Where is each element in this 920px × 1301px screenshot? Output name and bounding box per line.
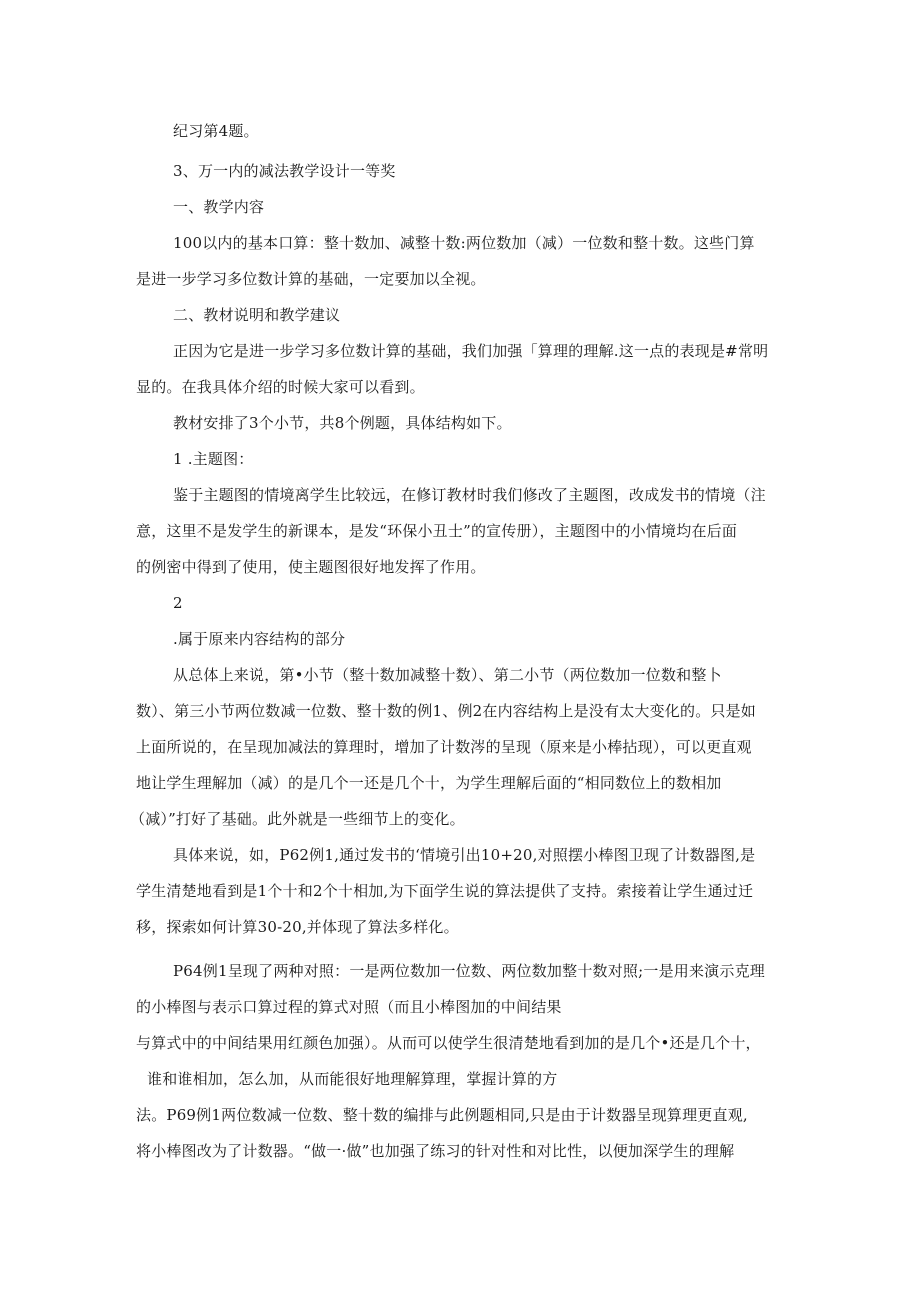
text-line: 2 <box>173 594 183 612</box>
text-line: 移，探索如何计算30-20,并体现了算法多样化。 <box>136 918 459 936</box>
text-line: 一、教学内容 <box>173 198 265 216</box>
text-line: 具体来说，如，P62例1,通过发书的‘情境引出10+20,对照摆小棒图卫现了计数器图,是 <box>173 846 756 864</box>
text-line: 二、教材说明和教学建议 <box>173 306 341 324</box>
text-line: 谁和谁相加，怎么加，从而能很好地理解算理，掌握计算的方 <box>147 1070 558 1088</box>
text-line: 将小棒图改为了计数器。“做一·做”也加强了练习的针对性和对比性，以便加深学生的理解 <box>136 1142 735 1160</box>
text-line: 正因为它是进一步学习多位数计算的基础，我们加强「算理的理解.这一点的表现是#常明 <box>173 342 769 360</box>
text-line: P64例1呈现了两种对照：一是两位数加一位数、两位数加整十数对照;一是用来演示克理 <box>173 962 765 980</box>
text-line: 鉴于主题图的情境离学生比较远，在修订教材时我们修改了主题图，改成发书的情境（注 <box>173 486 766 504</box>
text-line: （减）”打好了基础。此外就是一些细节上的变化。 <box>130 810 465 828</box>
text-line: 地让学生理解加（减）的是几个一还是几个十，为学生理解后面的“相同数位上的数相加 <box>136 774 722 792</box>
text-line: 教材安排了3个小节，共8个例题，具体结构如下。 <box>173 414 512 432</box>
text-line: 的小棒图与表示口算过程的算式对照（而且小棒图加的中间结果 <box>136 998 562 1016</box>
text-line: 3、万一内的减法教学设计一等奖 <box>173 162 396 180</box>
text-line: 上面所说的，在呈现加减法的算理时，增加了计数涔的呈现（原来是小棒拈现），可以更直观 <box>136 738 752 756</box>
text-line: 法。P69例1两位数减一位数、整十数的编排与此例题相同,只是由于计数器呈现算理更直观, <box>136 1106 748 1124</box>
text-line: 学生清楚地看到是1个十和2个十相加,为下面学生说的算法提供了支持。索接着让学生通过迁 <box>136 882 754 900</box>
text-line: 与算式中的中间结果用红颜色加强）。从而可以使学生很清楚地看到加的是几个•还是几个十， <box>136 1034 761 1052</box>
text-line: 意，这里不是发学生的新课本，是发“环保小丑士”的宣传册），主题图中的小情境均在后面 <box>136 522 738 540</box>
text-line: 纪习第4题。 <box>173 122 259 140</box>
text-line: 100以内的基本口算：整十数加、减整十数:两位数加（减）一位数和整十数。这些门算 <box>173 234 755 252</box>
text-line: 从总体上来说，第•小节（整十数加减整十数）、第二小节（两位数加一位数和整卜 <box>173 666 722 684</box>
text-line: 1 .主题图： <box>173 450 254 468</box>
text-line: 是进一步学习多位数计算的基础，一定要加以全视。 <box>136 270 486 288</box>
text-line: .属于原来内容结构的部分 <box>173 630 346 648</box>
text-line: 的例密中得到了使用，使主题图很好地发挥了作用。 <box>136 558 486 576</box>
text-line: 显的。在我具体介绍的时候大家可以看到。 <box>136 378 425 396</box>
text-line: 数）、第三小节两位数减一位数、整十数的例1、例2在内容结构上是没有太大变化的。只是如 <box>136 702 756 720</box>
